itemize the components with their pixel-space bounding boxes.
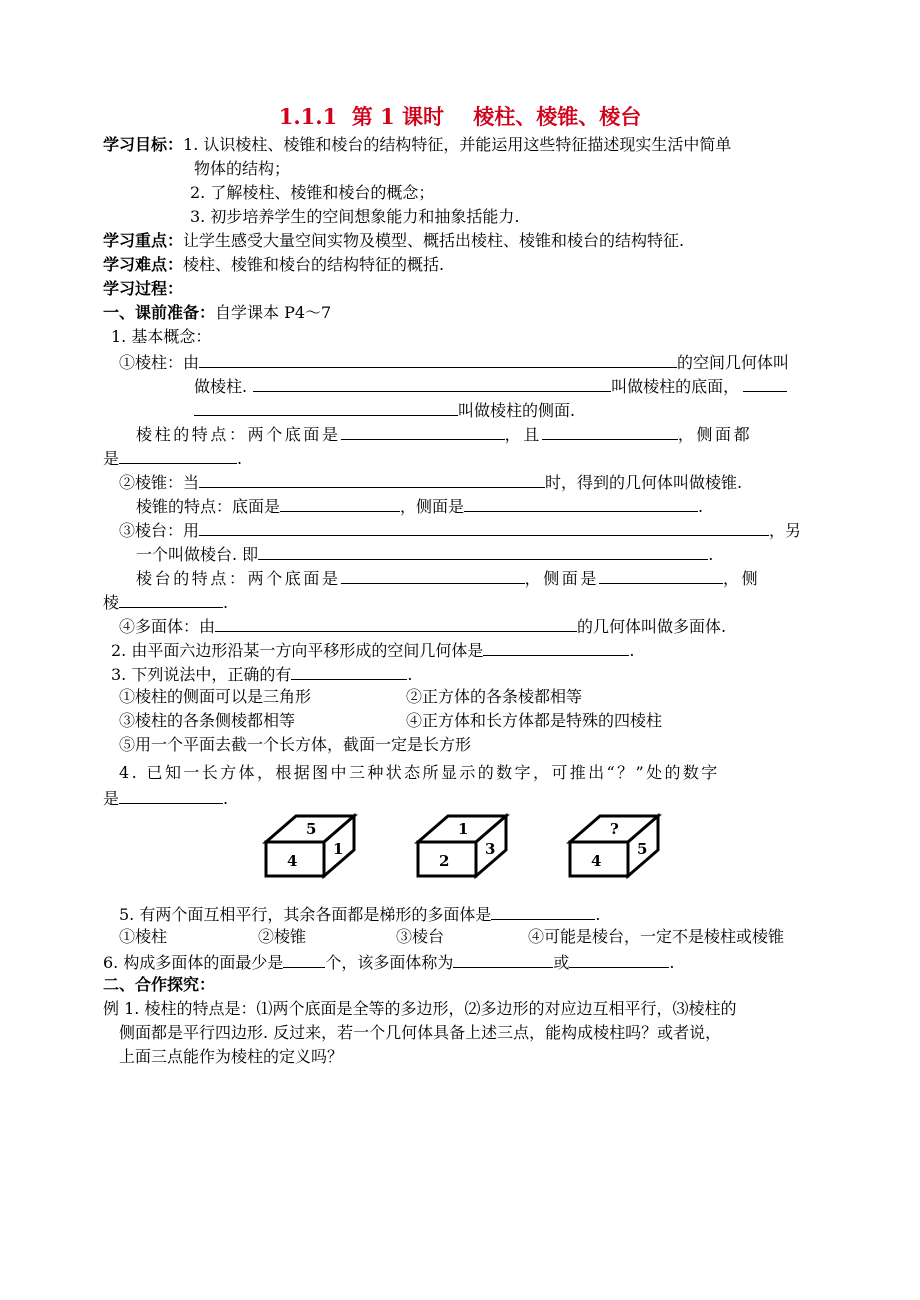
frustum-text-d3: ，侧 (723, 569, 761, 588)
section1-label: 一、课前准备： (103, 303, 216, 322)
polyhedron-text-b: 的几何体叫做多面体. (577, 617, 727, 636)
prism-blank-5[interactable] (542, 422, 678, 440)
page-title: 1.1.1 第 1 课时 棱柱、棱锥、棱台 (278, 104, 642, 129)
polyhedron-blank[interactable] (215, 614, 577, 632)
prism-blank-4[interactable] (341, 422, 505, 440)
prism-text-b: 的空间几何体叫 (677, 353, 790, 372)
prism-blank-3b[interactable] (194, 398, 458, 416)
key-text: 让学生感受大量空间实物及模型、概括出棱柱、棱锥和棱台的结构特征. (183, 231, 685, 250)
cuboid-3-front-number: 4 (591, 852, 602, 870)
q3-blank[interactable] (291, 662, 407, 680)
polyhedron-line (119, 614, 726, 636)
prism-text-c: 做棱柱. (194, 377, 248, 396)
difficulty-text: 棱柱、棱锥和棱台的结构特征的概括. (183, 255, 445, 274)
prism-text-f1: 棱柱的特点：两个底面是 (136, 425, 341, 444)
section1-text: 自学课本 P4～7 (215, 303, 332, 322)
frustum-text-d4: 棱 (103, 593, 120, 612)
q5-line: 5. 有两个面互相平行，其余各面都是梯形的多面体是 . (119, 902, 600, 924)
q4-line-1: 4. 已知一长方体，根据图中三种状态所显示的数字，可推出“？”处的数字 (119, 763, 720, 782)
section1-line (103, 302, 331, 324)
prism-blank-2[interactable] (253, 374, 611, 392)
q3-option-3: ③棱柱的各条侧棱都相等 (119, 711, 296, 730)
prism-line-5: 是 . (103, 446, 242, 468)
prism-blank-3[interactable] (743, 374, 787, 392)
q6-blank-3[interactable] (569, 950, 669, 968)
cuboid-1 (262, 812, 358, 880)
frustum-blank-2[interactable] (258, 542, 708, 560)
frustum-line-1 (119, 518, 801, 540)
q5-option-1: ①棱柱 (119, 927, 168, 946)
pyramid-blank-2[interactable] (280, 494, 400, 512)
difficulty-line (103, 254, 444, 276)
example1-line-2: 侧面都是平行四边形. 反过来，若一个几何体具备上述三点，能构成棱柱吗？或者说， (119, 1023, 722, 1042)
q3-option-4: ④正方体和长方体都是特殊的四棱柱 (406, 711, 663, 730)
q6-text-a: 6. 构成多面体的面最少是 (103, 953, 284, 972)
frustum-text-d2: ，侧面是 (524, 569, 600, 588)
frustum-text-a: ③棱台：用 (119, 521, 200, 540)
cuboid-2 (414, 812, 510, 880)
frustum-text-d1: 棱台的特点：两个底面是 (136, 569, 341, 588)
goal-2: 2. 了解棱柱、棱锥和棱台的概念； (190, 183, 435, 202)
prism-line-1 (119, 350, 789, 372)
cuboid-1-top-number: 5 (306, 820, 317, 838)
cuboid-figures (262, 812, 662, 882)
q5-option-4: ④可能是棱台，一定不是棱柱或棱锥 (528, 927, 785, 946)
prism-text-f4: 是 (103, 449, 120, 468)
prism-blank-6[interactable] (119, 446, 237, 464)
q6-text-b: 个，该多面体称为 (325, 953, 454, 972)
q2-blank[interactable] (483, 638, 629, 656)
q4-text-b: 是 (103, 789, 120, 808)
q6-text-c: 或 (553, 953, 570, 972)
goals-label: 学习目标： (103, 135, 184, 154)
section2-label: 二、合作探究： (103, 975, 216, 994)
frustum-line-2: 一个叫做棱台. 即 . (136, 542, 713, 564)
q6-blank-1[interactable] (283, 950, 325, 968)
cuboid-2-side-number: 3 (485, 840, 496, 858)
example1-line-3: 上面三点能作为棱柱的定义吗？ (119, 1047, 344, 1066)
prism-text-a: ①棱柱：由 (119, 353, 200, 372)
q1-head: 1. 基本概念： (111, 327, 212, 346)
q6-blank-2[interactable] (453, 950, 553, 968)
prism-text-f3: ，侧面都 (677, 425, 753, 444)
q3-option-2: ②正方体的各条棱都相等 (406, 687, 583, 706)
frustum-blank-4[interactable] (599, 566, 723, 584)
polyhedron-text-a: ④多面体：由 (119, 617, 216, 636)
frustum-line-4: 棱 . (103, 590, 228, 612)
cuboid-1-side-number: 1 (333, 840, 344, 858)
frustum-line-3 (136, 566, 760, 588)
q5-blank[interactable] (491, 902, 595, 920)
pyramid-text-b: 时，得到的几何体叫做棱锥. (545, 473, 743, 492)
frustum-blank-3[interactable] (341, 566, 525, 584)
q3-option-5: ⑤用一个平面去截一个长方体，截面一定是长方形 (119, 735, 472, 754)
pyramid-blank-3[interactable] (464, 494, 698, 512)
goal-1a: 1. 认识棱柱、棱锥和棱台的结构特征，并能运用这些特征描述现实生活中简单 (183, 135, 732, 154)
prism-text-f2: ，且 (504, 425, 542, 444)
frustum-blank-1[interactable] (199, 518, 769, 536)
q3-head-line: 3. 下列说法中，正确的有 . (111, 662, 412, 684)
key-label: 学习重点： (103, 231, 184, 250)
difficulty-label: 学习难点： (103, 255, 184, 274)
goal-1b: 物体的结构； (194, 159, 291, 178)
pyramid-blank-1[interactable] (199, 470, 545, 488)
cuboid-2-front-number: 2 (439, 852, 450, 870)
prism-line-3 (194, 398, 575, 420)
q2-line: 2. 由平面六边形沿某一方向平移形成的空间几何体是 . (111, 638, 634, 660)
q2-text: 2. 由平面六边形沿某一方向平移形成的空间几何体是 (111, 641, 484, 660)
q4-blank[interactable] (119, 786, 223, 804)
cuboid-3 (566, 812, 662, 880)
prism-line-2 (194, 374, 787, 396)
frustum-blank-5[interactable] (119, 590, 223, 608)
goal-line-1 (103, 134, 731, 156)
q6-line: 6. 构成多面体的面最少是 个，该多面体称为 或 . (103, 950, 674, 972)
pyramid-text-a: ②棱锥：当 (119, 473, 200, 492)
frustum-text-c: 一个叫做棱台. 即 (136, 545, 259, 564)
cuboid-3-top-number: ? (610, 820, 619, 838)
key-line (103, 230, 684, 252)
cuboid-3-side-number: 5 (637, 840, 648, 858)
prism-line-4 (136, 422, 752, 444)
cuboid-2-top-number: 1 (458, 820, 469, 838)
cuboid-1-front-number: 4 (287, 852, 298, 870)
example1-line-1: 例 1. 棱柱的特点是：⑴两个底面是全等的多边形，⑵多边形的对应边互相平行，⑶棱柱的 (103, 999, 737, 1018)
frustum-text-b: ，另 (769, 521, 802, 540)
pyramid-line-1 (119, 470, 742, 492)
q5-text: 5. 有两个面互相平行，其余各面都是梯形的多面体是 (119, 905, 492, 924)
prism-blank-1[interactable] (199, 350, 677, 368)
prism-text-d: 叫做棱柱的底面， (611, 377, 740, 396)
q5-option-2: ②棱锥 (258, 927, 307, 946)
prism-text-e: 叫做棱柱的侧面. (458, 401, 576, 420)
goal-3: 3. 初步培养学生的空间想象能力和抽象括能力. (190, 207, 520, 226)
q3-head: 3. 下列说法中，正确的有 (111, 665, 292, 684)
pyramid-text-c2: ，侧面是 (400, 497, 465, 516)
pyramid-text-c1: 棱锥的特点：底面是 (136, 497, 281, 516)
q3-option-1: ①棱柱的侧面可以是三角形 (119, 687, 312, 706)
q4-line-2: 是 . (103, 786, 228, 808)
q5-option-3: ③棱台 (396, 927, 445, 946)
process-label: 学习过程： (103, 279, 184, 298)
pyramid-line-2: 棱锥的特点：底面是 ，侧面是 . (136, 494, 703, 516)
